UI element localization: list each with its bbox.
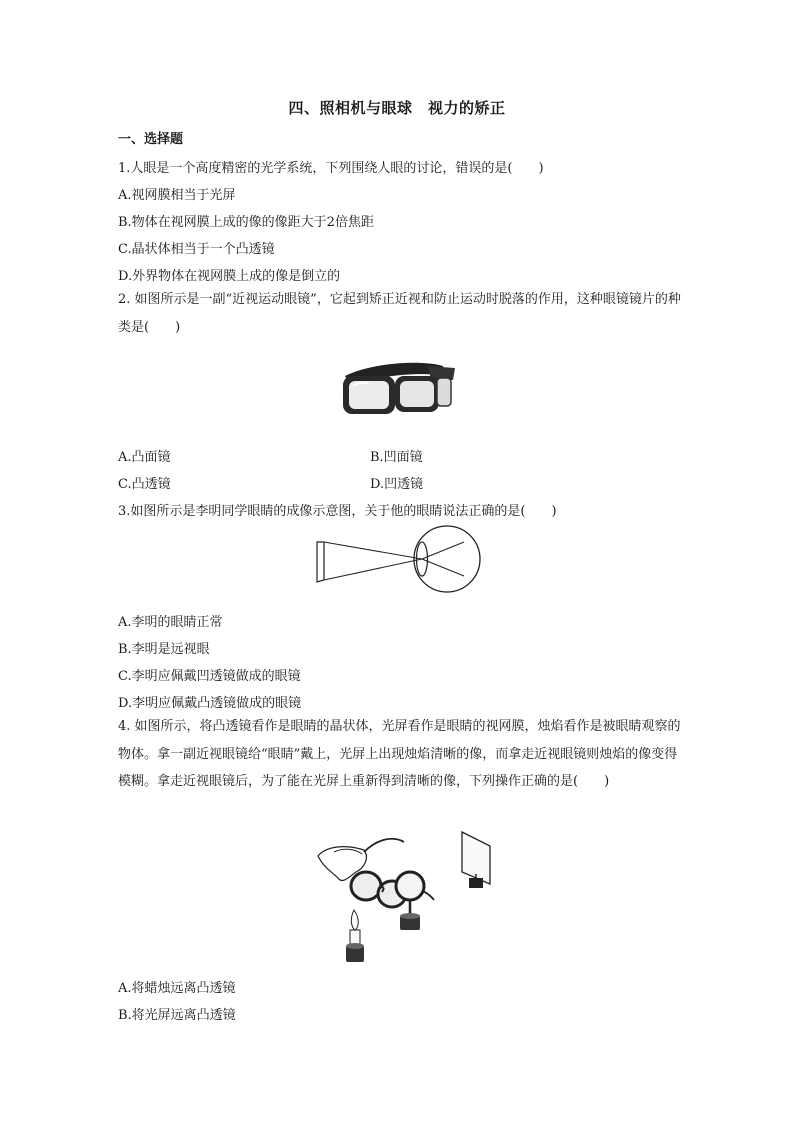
question-1-option-a: A.视网膜相当于光屏	[118, 188, 236, 203]
question-2-option-b: B.凹面镜	[370, 450, 423, 465]
question-2-option-a: A.凸面镜	[118, 450, 171, 465]
sports-glasses-figure	[333, 358, 463, 420]
question-1-option-d: D.外界物体在视网膜上成的像是倒立的	[118, 269, 341, 284]
question-3-option-a: A.李明的眼睛正常	[118, 615, 223, 630]
question-4-option-b: B.将光屏远离凸透镜	[118, 1008, 236, 1023]
question-1-option-b: B.物体在视网膜上成的像的像距大于2倍焦距	[118, 215, 374, 230]
question-3-option-c: C.李明应佩戴凹透镜做成的眼镜	[118, 669, 301, 684]
question-4-stem: 4. 如图所示，将凸透镜看作是眼睛的晶状体，光屏看作是眼睛的视网膜，烛焰看作是被眼睛观察的物体。拿一副近视眼镜给“眼睛”戴上，光屏上出现烛焰清晰的像，而拿走近视眼镜则烛焰的像变得模糊。拿走近视眼镜后，为了能在光屏上重新得到清晰的像，下列操作正确的是( )	[118, 719, 681, 789]
question-1-stem: 1.人眼是一个高度精密的光学系统，下列围绕人眼的讨论，错误的是( )	[118, 161, 544, 176]
question-3-option-b: B.李明是远视眼	[118, 642, 210, 657]
question-2-option-c: C.凸透镜	[118, 477, 171, 492]
eye-imaging-diagram	[314, 524, 486, 596]
lens-candle-screen-figure	[312, 828, 502, 966]
question-2-option-d: D.凹透镜	[370, 477, 424, 492]
question-1-option-c: C.晶状体相当于一个凸透镜	[118, 242, 275, 257]
question-4-option-a: A.将蜡烛远离凸透镜	[118, 981, 236, 996]
question-3-stem: 3.如图所示是李明同学眼睛的成像示意图，关于他的眼睛说法正确的是( )	[118, 504, 557, 519]
question-2-stem: 2. 如图所示是一副“近视运动眼镜”，它起到矫正近视和防止运动时脱落的作用，这种眼镜镜片的种类是( )	[118, 292, 681, 335]
page-title: 四、照相机与眼球 视力的矫正	[288, 99, 506, 117]
section-heading: 一、选择题	[118, 132, 184, 147]
question-3-option-d: D.李明应佩戴凸透镜做成的眼镜	[118, 696, 302, 711]
